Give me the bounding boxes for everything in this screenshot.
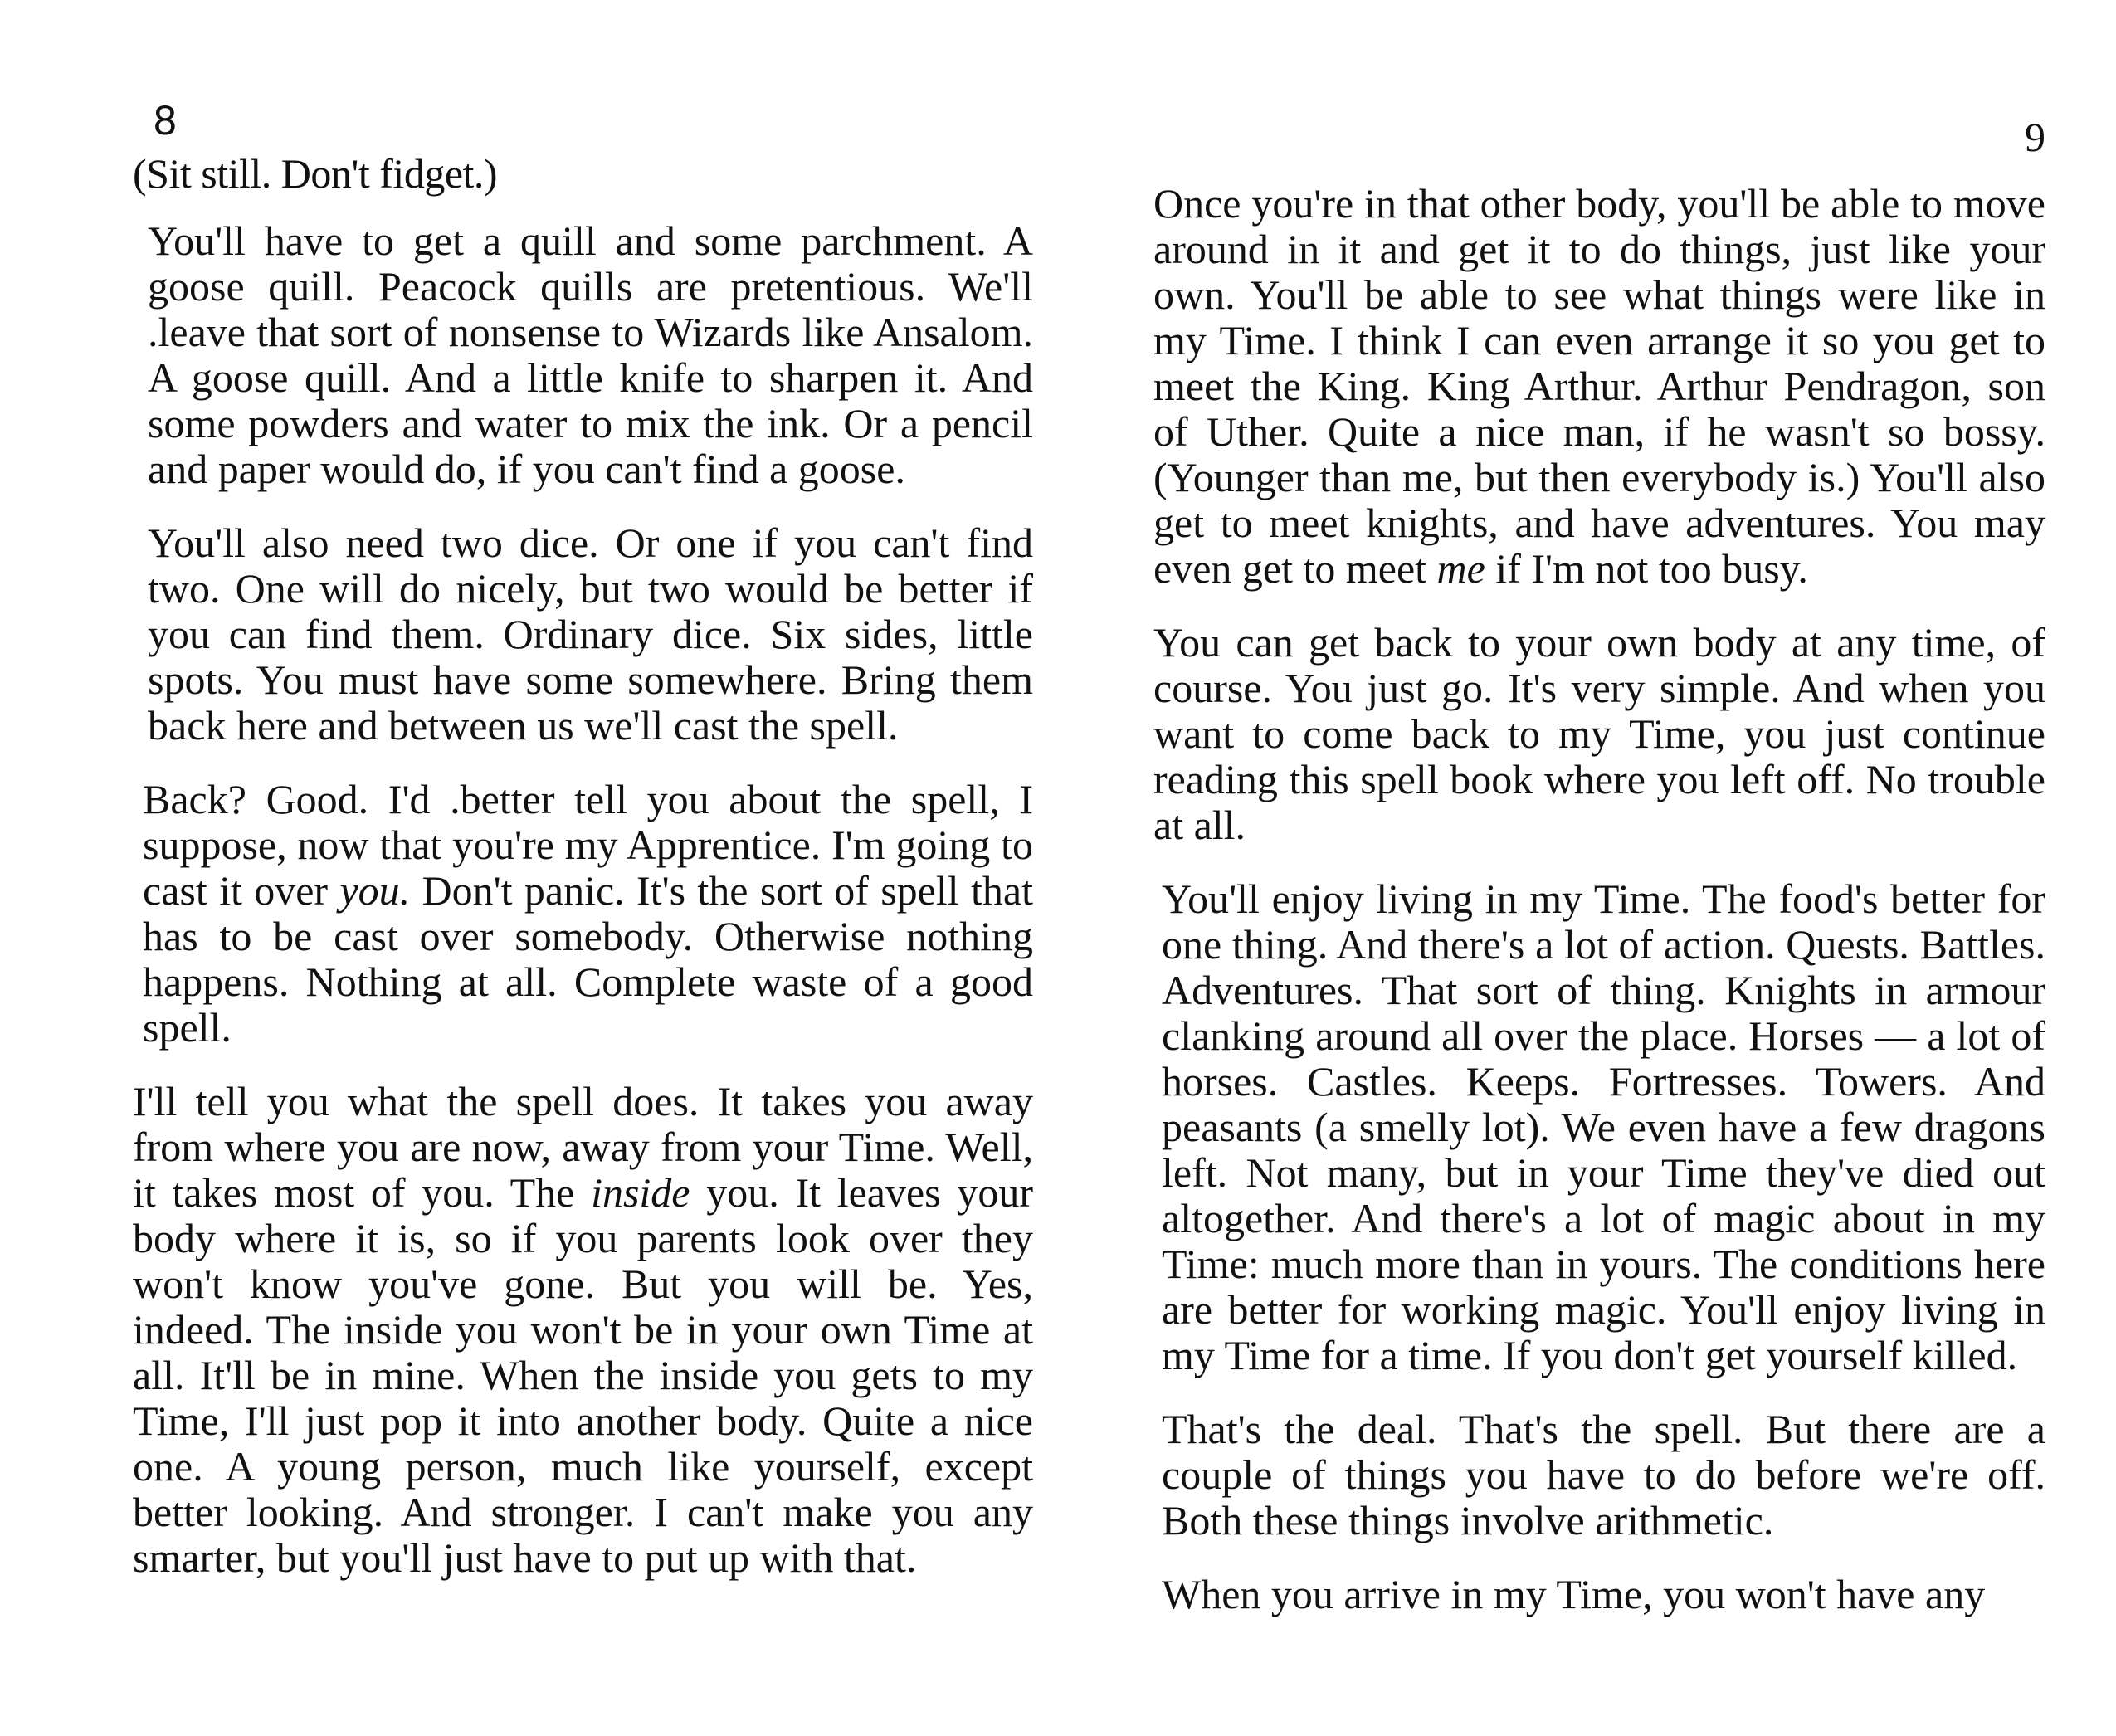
emphasis-text: me xyxy=(1436,545,1485,592)
paragraph xyxy=(133,777,1033,1051)
paragraph: That's the deal. That's the spell. But there are a couple of things you have to do before we're off. Both these things involve arithmetic. xyxy=(1162,1406,2045,1543)
page-number: 8 xyxy=(154,97,177,144)
emphasis-text: you. xyxy=(339,867,411,914)
paragraph: (Sit still. Don't fidget.) xyxy=(133,150,498,197)
page-number: 9 xyxy=(2025,114,2045,160)
paragraph xyxy=(133,1079,1033,1581)
paragraph: You'll have to get a quill and some parchment. A goose quill. Peacock quills are pretentious. We'll .leave that sort of nonsense to Wizards like Ansalom. A goose quill. And a little knife to sharpen it. And some powders and water to mix the ink. Or a pencil and paper would do, if you can't find a goose. xyxy=(148,217,1033,492)
emphasis-text: inside xyxy=(591,1169,690,1216)
paragraph-text: if I'm not too busy. xyxy=(1485,545,1808,592)
paragraph: When you arrive in my Time, you won't have any xyxy=(1162,1571,1986,1617)
paragraph: You'll also need two dice. Or one if you can't find two. One will do nicely, but two would be better if you can find them. Ordinary dice. Six sides, little spots. You must have some somewhere. Bring them back here and between us we'll cast the spell. xyxy=(148,519,1033,749)
paragraph-text: I'll tell you what the spell does. It takes you away from where you are now, away from your Time. Well, it takes most of you. The xyxy=(133,1078,1033,1216)
paragraph-text: Once you're in that other body, you'll be able to move around in it and get it to do things, just like your own. You'll be able to see what things were like in my Time. I think I can even arrange it so you get to meet the King. King Arthur. Arthur Pendragon, son of Uther. Quite a nice man, if he wasn't so bossy. (Younger than me, but then everybody is.) You'll also get to meet knights, and have adventures. You may even get to meet xyxy=(1153,180,2045,592)
paragraph: You can get back to your own body at any time, of course. You just go. It's very simple. And when you want to come back to my Time, you just continue reading this spell book where you left off. No trouble at all. xyxy=(1153,619,2045,848)
paragraph-text: Don't panic. It's the sort of spell that has to be cast over somebody. Otherwise nothing happens. Nothing at all. Complete waste of a good spell. xyxy=(143,867,1033,1051)
paragraph xyxy=(1153,181,2045,592)
paragraph-text: you. It leaves your body where it is, so if you parents look over they won't know you've gone. But you will be. Yes, indeed. The inside you won't be in your own Time at all. It'll be in mine. When the inside you gets to my Time, I'll just pop it into another body. Quite a nice one. A young person, much like yourself, except better looking. And stronger. I can't make you any smarter, but you'll just have to put up with that. xyxy=(133,1169,1033,1581)
paragraph-text: Back? Good. I'd .better tell you about the spell, I suppose, now that you're my Apprentice. I'm going to cast it over xyxy=(143,776,1033,914)
right-page-text xyxy=(1153,181,2045,1646)
paragraph: You'll enjoy living in my Time. The food's better for one thing. And there's a lot of action. Quests. Battles. Adventures. That sort of thing. Knights in armour clanking around all over the place. Horses — a lot of horses. Castles. Keeps. Fortresses. Towers. And peasants (a smelly lot). We even have a few dragons left. Not many, but in your Time they've died out altogether. And there's a lot of magic about in my Time: much more than in yours. The conditions here are better for working magic. You'll enjoy living in my Time for a time. If you don't get yourself killed. xyxy=(1162,875,2045,1378)
left-page-text xyxy=(133,151,1033,1609)
